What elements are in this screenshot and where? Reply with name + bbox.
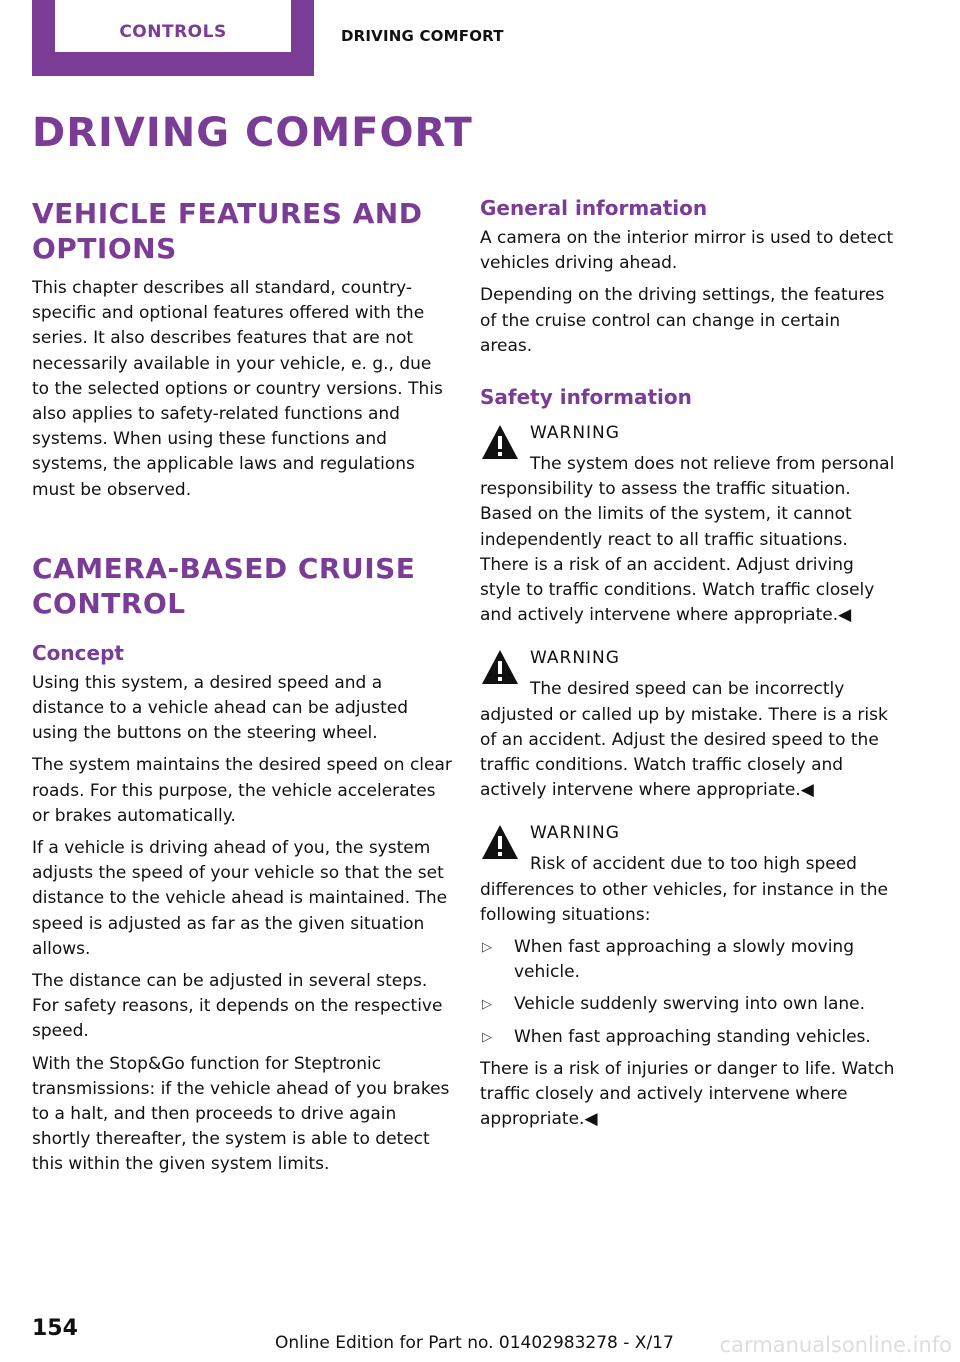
warning-triangle-icon [480, 648, 520, 686]
list-item-text: When fast approaching standing vehicles. [514, 1026, 871, 1047]
list-item-text: Vehicle suddenly swerving into own lane. [514, 994, 866, 1015]
concept-heading: Concept [32, 640, 124, 665]
warning-closing-text: There is a risk of injuries or danger to life. Watch traffic closely and actively intervene where appropriate.◀ [480, 1058, 895, 1130]
list-item [480, 1025, 895, 1050]
list-item-text: When fast approaching a slowly moving vehicle. [514, 937, 854, 983]
triangle-bullet-icon: ▷ [482, 1029, 492, 1045]
general-paragraph-1: A camera on the interior mirror is used to detect vehicles driving ahead. [480, 228, 894, 274]
warning-label: WARNING [530, 648, 620, 669]
concept-paragraph-4: The distance can be adjusted in several steps. For safety reasons, it depends on the respective speed. [32, 971, 443, 1042]
edition-footer: Online Edition for Part no. 01402983278 - X/17 [275, 1333, 674, 1353]
left-column [32, 196, 452, 1178]
watermark-text: carmanualsonline.info [719, 1333, 952, 1357]
header-tab-controls[interactable]: CONTROLS [119, 22, 227, 42]
right-column [480, 194, 895, 1132]
general-paragraph-2: Depending on the driving settings, the features of the cruise control can change in certain areas. [480, 285, 885, 356]
warning-label: WARNING [530, 823, 620, 844]
list-item [480, 992, 895, 1017]
triangle-bullet-icon: ▷ [482, 997, 492, 1013]
situation-list [480, 935, 895, 1050]
cruise-heading: CAMERA-BASED CRUISE CONTROL [32, 551, 416, 620]
triangle-bullet-icon: ▷ [482, 940, 492, 956]
list-item [480, 935, 895, 985]
concept-paragraph-3: If a vehicle is driving ahead of you, the system adjusts the speed of your vehicle so that the set distance to the vehicle ahead is maintained. The speed is adjusted as far as the given situation allows. [32, 838, 448, 959]
warning-block-3 [480, 821, 895, 1132]
features-heading: VEHICLE FEATURES AND OPTIONS [32, 197, 423, 265]
warning-triangle-icon [480, 423, 520, 461]
general-heading: General information [480, 196, 708, 220]
warning-text: The system does not relieve from personal responsibility to assess the traffic situation. Based on the limits of the system, it cannot independently react to all traffic situations. There is a risk of an accident. Adjust driving style to traffic conditions. Watch traffic closely and actively intervene where appropriate.◀ [480, 454, 895, 626]
warning-text: Risk of accident due to too high speed differences to other vehicles, for instance in the following situations: [480, 854, 888, 925]
warning-text: The desired speed can be incorrectly adjusted or called up by mistake. There is a risk of an accident. Adjust the desired speed to the traffic conditions. Watch traffic closely and actively intervene where appropriate.◀ [480, 679, 888, 801]
warning-label: WARNING [530, 423, 620, 444]
page-title: DRIVING COMFORT [32, 110, 473, 156]
warning-block-1 [480, 421, 895, 628]
safety-heading: Safety information [480, 385, 692, 410]
warning-block-2 [480, 646, 895, 803]
concept-paragraph-2: The system maintains the desired speed on clear roads. For this purpose, the vehicle accelerates or brakes automatically. [32, 755, 452, 826]
concept-paragraph-1: Using this system, a desired speed and a distance to a vehicle ahead can be adjusted using the buttons on the steering wheel. [32, 672, 409, 744]
concept-paragraph-5: With the Stop&Go function for Steptronic transmissions: if the vehicle ahead of you brakes to a halt, and then proceeds to drive again shortly thereafter, the system is able to detect this within the given system limits. [32, 1053, 450, 1175]
features-text: This chapter describes all standard, country-specific and optional features offered with the series. It also describes features that are not necessarily available in your vehicle, e. g., due to the selected options or country versions. This also applies to safety-related functions and systems. When using these functions and systems, the applicable laws and regulations must be observed. [32, 278, 443, 500]
warning-triangle-icon [480, 823, 520, 861]
header-section-label: DRIVING COMFORT [341, 27, 504, 45]
page-number: 154 [32, 1316, 78, 1341]
